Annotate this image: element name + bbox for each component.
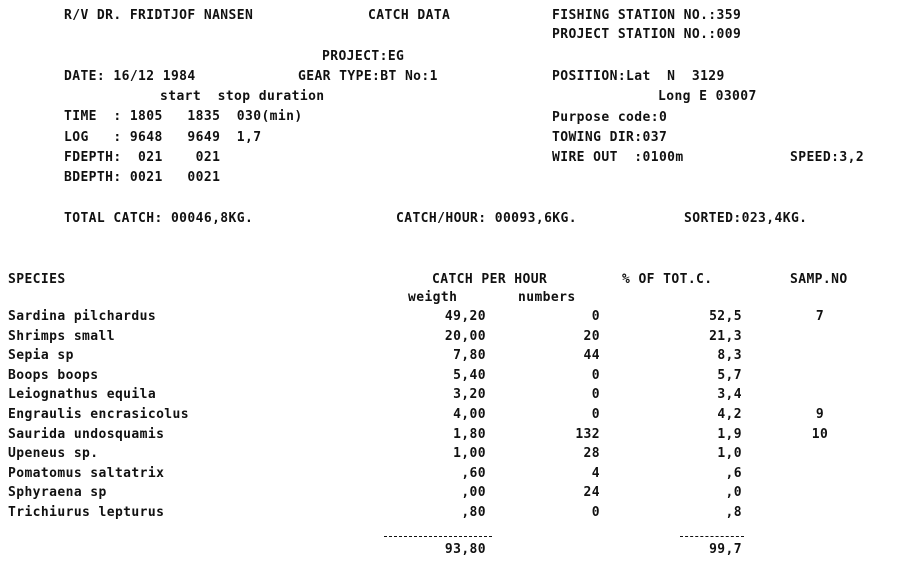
percent-of-total: 1,9	[717, 426, 742, 442]
catch-weight: 1,00	[453, 446, 486, 462]
catch-numbers: 4	[591, 465, 600, 481]
time-column-heads: start stop duration	[160, 89, 325, 104]
sample-number: 9	[815, 407, 825, 422]
species-name: Pomatomus saltatrix	[8, 465, 165, 481]
species-name: Sepia sp	[8, 348, 74, 364]
position-lat: POSITION:Lat N 3129	[552, 69, 725, 84]
percent-of-total: ,0	[725, 485, 742, 501]
percent-of-total: 4,2	[717, 407, 742, 422]
percent-of-total: 1,0	[717, 446, 742, 462]
bdepth-row: BDEPTH: 0021 0021	[64, 170, 221, 185]
catch-numbers: 24	[583, 485, 600, 501]
percent-of-total: 21,3	[709, 328, 742, 344]
percent-of-total: 3,4	[717, 387, 742, 403]
catch-weight: 7,80	[453, 348, 486, 364]
weight-sum: 93,80	[444, 542, 486, 557]
purpose-code: Purpose code:0	[552, 110, 668, 125]
log-row: LOG : 9648 9649 1,7	[64, 130, 262, 145]
species-name: Engraulis encrasicolus	[8, 407, 189, 422]
catch-numbers: 0	[591, 407, 600, 422]
percent-of-total: ,6	[725, 465, 742, 481]
species-name: Leiognathus equila	[8, 387, 157, 403]
numbers-subheader: numbers	[518, 290, 576, 305]
sample-number-header: SAMP.NO	[790, 272, 848, 287]
species-header: SPECIES	[8, 272, 66, 287]
percent-sum-rule	[680, 536, 744, 537]
species-name: Sphyraena sp	[8, 485, 107, 501]
percent-total-header: % OF TOT.C.	[622, 272, 713, 287]
species-name: Shrimps small	[8, 328, 115, 344]
weight-sum-rule	[384, 536, 492, 537]
towing-direction: TOWING DIR:037	[552, 130, 668, 145]
catch-weight: 5,40	[453, 367, 486, 383]
position-long: Long E 03007	[658, 89, 757, 104]
percent-of-total: 5,7	[717, 367, 742, 383]
catch-per-hour: CATCH/HOUR: 00093,6KG.	[396, 211, 577, 226]
catch-weight: 4,00	[453, 407, 486, 422]
sample-number: 7	[815, 309, 825, 324]
time-row: TIME : 1805 1835 030(min)	[64, 109, 303, 124]
wire-out: WIRE OUT :0100m	[552, 150, 684, 165]
weight-subheader: weigth	[408, 290, 458, 305]
vessel-name: R/V DR. FRIDTJOF NANSEN	[64, 8, 254, 23]
sorted-weight: SORTED:023,4KG.	[684, 211, 808, 226]
gear-type: GEAR TYPE:BT No:1	[298, 69, 438, 84]
percent-of-total: 52,5	[709, 309, 742, 324]
catch-weight: 49,20	[444, 309, 486, 324]
species-name: Boops boops	[8, 367, 99, 383]
catch-numbers: 0	[591, 367, 600, 383]
catch-weight: 20,00	[444, 328, 486, 344]
speed: SPEED:3,2	[790, 150, 865, 165]
species-name: Trichiurus lepturus	[8, 505, 165, 520]
catch-numbers: 44	[583, 348, 600, 364]
document-title: CATCH DATA	[368, 8, 451, 23]
catch-per-hour-header: CATCH PER HOUR	[432, 272, 548, 287]
fishing-station: FISHING STATION NO.:359	[552, 8, 742, 23]
project-code: PROJECT:EG	[322, 49, 405, 64]
sample-number: 10	[811, 426, 829, 442]
date-field: DATE: 16/12 1984	[64, 69, 196, 84]
catch-weight: ,60	[461, 465, 486, 481]
catch-numbers: 28	[583, 446, 600, 462]
catch-numbers: 0	[591, 309, 600, 324]
catch-numbers: 20	[583, 328, 600, 344]
fdepth-row: FDEPTH: 021 021	[64, 150, 221, 165]
catch-numbers: 0	[591, 387, 600, 403]
total-catch: TOTAL CATCH: 00046,8KG.	[64, 211, 254, 226]
species-name: Upeneus sp.	[8, 446, 99, 462]
percent-of-total: 8,3	[717, 348, 742, 364]
percent-sum: 99,7	[709, 542, 742, 557]
catch-weight: ,00	[461, 485, 486, 501]
catch-weight: 1,80	[453, 426, 486, 442]
catch-weight: ,80	[461, 505, 486, 520]
species-name: Saurida undosquamis	[8, 426, 165, 442]
project-station: PROJECT STATION NO.:009	[552, 27, 742, 42]
catch-numbers: 132	[575, 426, 600, 442]
catch-numbers: 0	[591, 505, 600, 520]
catch-weight: 3,20	[453, 387, 486, 403]
species-name: Sardina pilchardus	[8, 309, 157, 324]
percent-of-total: ,8	[725, 505, 742, 520]
